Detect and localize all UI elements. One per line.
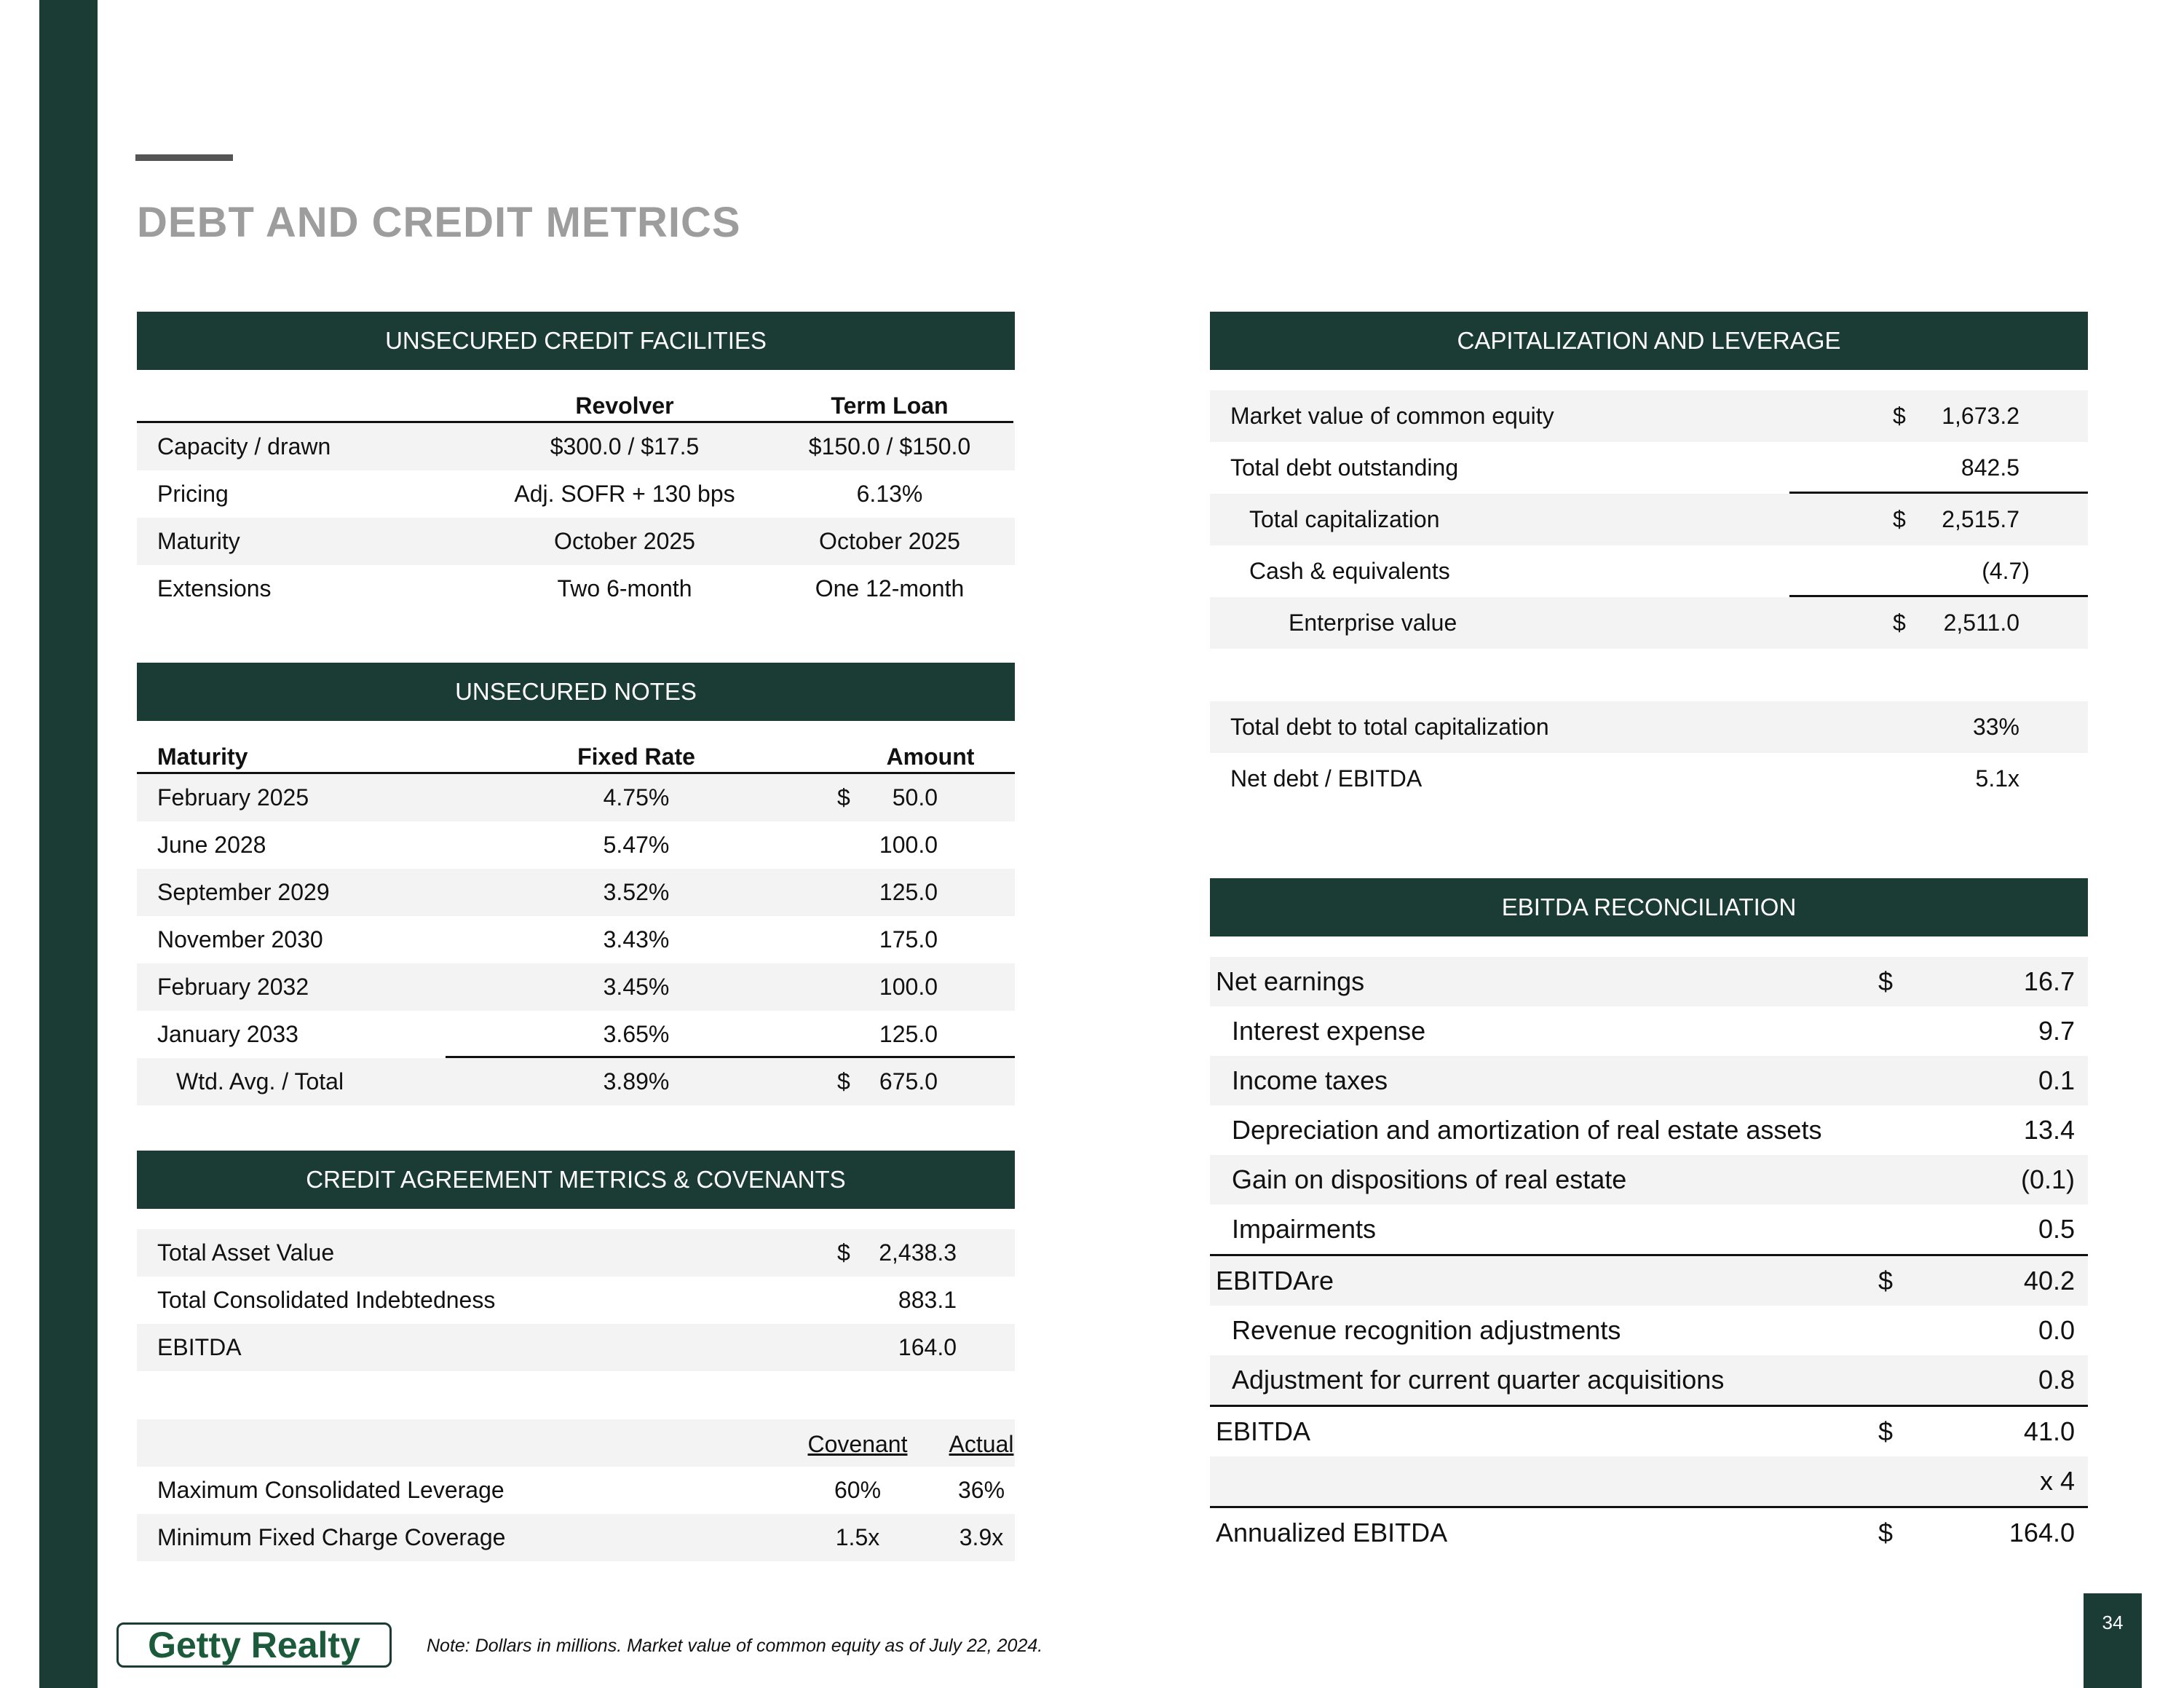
ebitda-value: 13.4 [2023,1115,2075,1145]
ebitda-row [1210,1155,2088,1204]
ebitda-row [1210,957,2088,1006]
revolver-value: October 2025 [554,528,695,554]
total-rate: 3.89% [603,1068,670,1095]
ebitda-value: 16.7 [2023,966,2075,996]
note-rate: 3.45% [603,974,670,1000]
capitalization-panel [1210,312,2088,805]
leverage-ratio-row [1210,753,2088,805]
cap-currency: $ [1893,610,1906,636]
ebitda-value: 0.0 [2038,1315,2075,1345]
credit-metric-row [137,1277,1015,1324]
col-fixed-rate: Fixed Rate [577,744,695,770]
ebitda-label: Adjustment for current quarter acquisitions [1232,1365,1725,1395]
credit-facility-row [137,518,1015,565]
cap-label: Enterprise value [1289,610,1457,636]
title-rule [135,154,233,161]
ebitda-label: Net earnings [1216,966,1365,996]
test-label: Minimum Fixed Charge Coverage [157,1524,506,1550]
note-amount: 50.0 [892,784,938,811]
note-amount: 100.0 [879,974,938,1000]
note-row [137,821,1015,869]
covenant-test-row [137,1467,1015,1514]
ebitda-label: Impairments [1232,1214,1377,1244]
ebitda-currency: $ [1878,1266,1894,1295]
cap-value: (4.7) [1982,558,2030,584]
cap-label: Market value of common equity [1230,403,1554,429]
covenants-header: CREDIT AGREEMENT METRICS & COVENANTS [137,1151,1015,1209]
row-label: Extensions [157,575,272,602]
ebitda-label: Gain on dispositions of real estate [1232,1164,1627,1194]
metric-label: EBITDA [157,1334,242,1360]
capitalization-header: CAPITALIZATION AND LEVERAGE [1210,312,2088,370]
ebitda-row [1210,1204,2088,1254]
ebitda-label: EBITDAre [1216,1266,1334,1295]
metric-value: 164.0 [898,1334,957,1360]
ebitda-row [1210,1456,2088,1506]
ebitda-label: Annualized EBITDA [1216,1518,1448,1547]
ebitda-value: 0.8 [2038,1365,2075,1395]
left-accent-bar [39,0,98,1688]
row-label: Pricing [157,481,229,507]
ebitda-label: Depreciation and amortization of real estate assets [1232,1115,1822,1145]
ebitda-row [1210,1105,2088,1155]
ebitda-value: 0.1 [2038,1065,2075,1095]
ratio-value: 5.1x [1975,765,2019,792]
cap-currency: $ [1893,403,1906,429]
page-title: DEBT AND CREDIT METRICS [137,199,741,246]
note-rate: 3.65% [603,1021,670,1047]
col-term-loan: Term Loan [831,393,949,419]
credit-metric-row [137,1324,1015,1371]
ebitda-value: 0.5 [2038,1214,2075,1244]
capitalization-row [1210,545,2088,597]
note-amount: 125.0 [879,879,938,905]
ebitda-row [1210,1355,2088,1405]
note-rate: 3.43% [603,926,670,953]
revolver-value: Adj. SOFR + 130 bps [514,481,735,507]
note-row [137,869,1015,916]
col-actual: Actual [949,1431,1014,1457]
term-loan-value: One 12-month [815,575,965,602]
cap-value: 2,515.7 [1942,506,2019,532]
ebitda-row [1210,1506,2088,1558]
getty-realty-logo: Getty Realty [116,1622,392,1668]
unsecured-notes-panel [137,663,1015,1105]
note-maturity: June 2028 [157,832,266,858]
leverage-ratio-row [1210,701,2088,753]
capitalization-row [1210,390,2088,442]
note-amount: 125.0 [879,1021,938,1047]
covenant-test-row [137,1514,1015,1561]
ratio-label: Net debt / EBITDA [1230,765,1423,792]
ebitda-value: x 4 [2039,1466,2075,1496]
term-loan-value: 6.13% [856,481,923,507]
notes-total-row [137,1058,1015,1105]
metric-label: Total Consolidated Indebtedness [157,1287,496,1313]
actual-value: 36% [957,1477,1005,1503]
metric-value: 883.1 [898,1287,957,1313]
revolver-value: $300.0 / $17.5 [550,433,700,460]
covenant-value: 60% [834,1477,882,1503]
note-rate: 3.52% [603,879,670,905]
total-amount: 675.0 [879,1068,938,1095]
ebitda-label: Income taxes [1232,1065,1388,1095]
capitalization-row [1210,597,2088,649]
term-loan-value: $150.0 / $150.0 [808,433,971,460]
note-rate: 5.47% [603,832,670,858]
note-amount: 175.0 [879,926,938,953]
credit-metric-row [137,1229,1015,1277]
credit-facility-row [137,565,1015,612]
note-maturity: February 2025 [157,784,309,811]
cap-value: 2,511.0 [1943,610,2019,636]
covenant-col-headers [137,1419,1015,1467]
covenants-panel [137,1151,1015,1561]
col-amount: Amount [886,744,975,770]
note-row [137,963,1015,1011]
col-maturity: Maturity [157,744,248,770]
ratio-label: Total debt to total capitalization [1230,714,1549,740]
note-row [137,916,1015,963]
note-row [137,774,1015,821]
note-maturity: February 2032 [157,974,309,1000]
col-revolver: Revolver [575,393,674,419]
covenant-value: 1.5x [835,1524,880,1550]
note-maturity: September 2029 [157,879,330,905]
ebitda-value: 9.7 [2038,1016,2075,1046]
total-currency: $ [837,1068,850,1095]
revolver-value: Two 6-month [557,575,692,602]
credit-facilities-col-headers [137,382,1013,423]
footer-note: Note: Dollars in millions. Market value of common equity as of July 22, 2024. [427,1636,1043,1656]
note-maturity: January 2033 [157,1021,298,1047]
row-label: Capacity / drawn [157,433,331,460]
ebitda-value: 164.0 [2009,1518,2075,1547]
total-label: Wtd. Avg. / Total [176,1068,344,1095]
capitalization-row [1210,494,2088,545]
ebitda-row [1210,1006,2088,1056]
credit-facilities-panel [137,312,1015,612]
note-currency: $ [837,784,850,811]
metric-label: Total Asset Value [157,1239,335,1266]
test-label: Maximum Consolidated Leverage [157,1477,505,1503]
ratio-value: 33% [1972,714,2019,740]
ebitda-currency: $ [1878,966,1894,996]
cap-label: Total capitalization [1249,506,1440,532]
unsecured-notes-header: UNSECURED NOTES [137,663,1015,721]
actual-value: 3.9x [959,1524,1004,1550]
page-number: 34 [2084,1593,2142,1688]
metric-currency: $ [837,1239,850,1266]
capitalization-row [1210,442,2088,494]
ebitda-currency: $ [1878,1416,1894,1446]
notes-col-headers [137,733,1015,774]
ebitda-row [1210,1254,2088,1306]
row-label: Maturity [157,528,240,554]
cap-value: 1,673.2 [1942,403,2019,429]
ebitda-panel [1210,878,2088,1558]
note-maturity: November 2030 [157,926,323,953]
credit-facilities-header: UNSECURED CREDIT FACILITIES [137,312,1015,370]
credit-facility-row [137,470,1015,518]
term-loan-value: October 2025 [819,528,960,554]
col-covenant: Covenant [807,1431,908,1457]
ebitda-row [1210,1056,2088,1105]
ebitda-value: 40.2 [2023,1266,2075,1295]
ebitda-label: Revenue recognition adjustments [1232,1315,1621,1345]
ebitda-currency: $ [1878,1518,1894,1547]
ebitda-row [1210,1306,2088,1355]
ebitda-label: Interest expense [1232,1016,1426,1046]
cap-label: Total debt outstanding [1230,454,1459,481]
cap-label: Cash & equivalents [1249,558,1450,584]
note-amount: 100.0 [879,832,938,858]
ebitda-value: 41.0 [2023,1416,2075,1446]
note-rate: 4.75% [603,784,670,811]
cap-value: 842.5 [1961,454,2019,481]
ebitda-value: (0.1) [2020,1164,2075,1194]
credit-facility-row [137,423,1015,470]
ebitda-label: EBITDA [1216,1416,1311,1446]
metric-value: 2,438.3 [879,1239,957,1266]
cap-currency: $ [1893,506,1906,532]
ebitda-header: EBITDA RECONCILIATION [1210,878,2088,936]
note-row [137,1011,1015,1058]
ebitda-row [1210,1405,2088,1456]
